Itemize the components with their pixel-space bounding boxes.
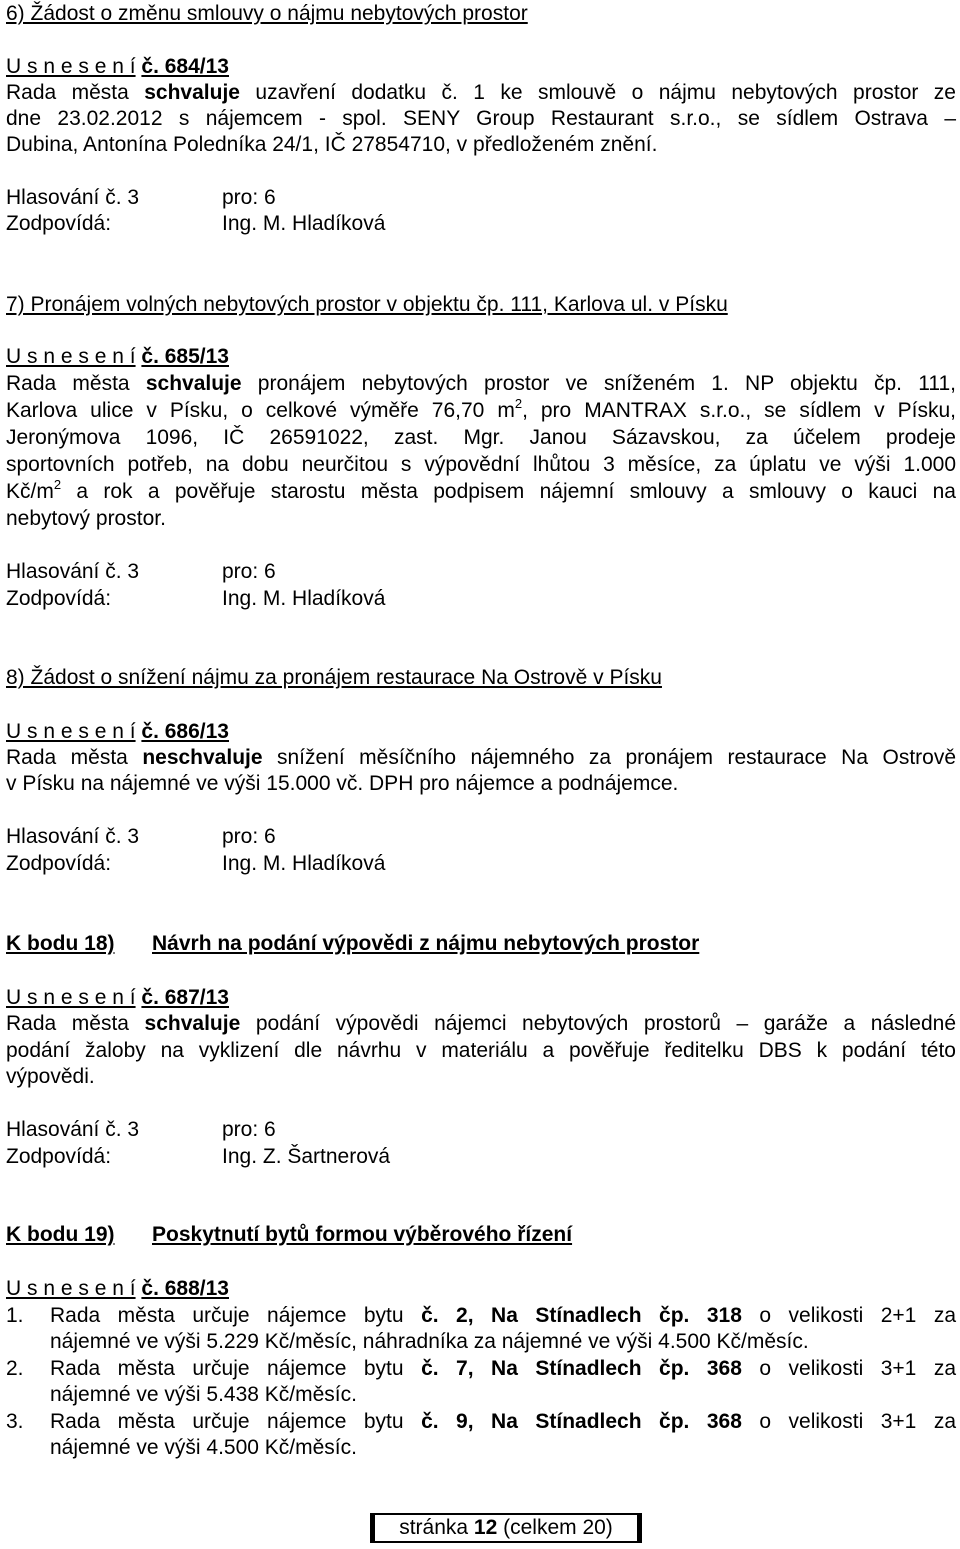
section-7-heading: 7) Pronájem volných nebytových prostor v objektu čp. 111, Karlova ul. v Písku <box>6 293 728 316</box>
vote-value: pro: 6 <box>222 186 276 209</box>
resolution-685-line-3: Jeronýmova 1096, IČ 26591022, zast. Mgr. Janou Sázavskou, za účelem prodeje <box>6 426 956 449</box>
responsible-label: Zodpovídá: <box>6 212 112 235</box>
resolution-687-line-1: Rada města schvaluje podání výpovědi nájemci nebytových prostorů – garáže a následné <box>6 1012 957 1035</box>
decision-verb: schvaluje <box>144 81 240 104</box>
resolution-686-line-2: v Písku na nájemné ve výši 15.000 vč. DPH pro nájemce a podnájemce. <box>6 772 679 795</box>
list-item-line-2: nájemné ve výši 5.229 Kč/měsíc, náhradníka za nájemné ve výši 4.500 Kč/měsíc. <box>50 1330 809 1353</box>
list-item-line-2: nájemné ve výši 5.438 Kč/měsíc. <box>50 1383 357 1406</box>
resolution-number: č. 687/13 <box>141 986 229 1009</box>
responsible-value: Ing. M. Hladíková <box>222 587 386 610</box>
vote-value: pro: 6 <box>222 1118 276 1141</box>
list-item-number: 2. <box>6 1357 24 1380</box>
responsible-label: Zodpovídá: <box>6 852 112 875</box>
resolution-684-label <box>6 54 229 80</box>
resolution-number: č. 685/13 <box>141 345 229 368</box>
resolution-685-line-5: $Kč/m^2$ a rok a pověřuje starostu města podpisem nájemní smlouvy a smlouvy o kauci na <box>6 477 956 503</box>
resolution-number: č. 684/13 <box>141 55 229 78</box>
agenda-item-19-label: K bodu 19) <box>6 1223 115 1246</box>
responsible-value: Ing. M. Hladíková <box>222 852 386 875</box>
vote-label: Hlasování č. 3 <box>6 1118 140 1141</box>
resolution-685-line-1: Rada města schvaluje pronájem nebytových prostor ve sníženém 1. NP objektu čp. 111, <box>6 372 956 395</box>
usneseni-label: U s n e s e n í <box>6 55 136 78</box>
resolution-685-line-6: nebytový prostor. <box>6 507 166 530</box>
responsible-value: Ing. M. Hladíková <box>222 212 386 235</box>
usneseni-label: U s n e s e n í <box>6 1277 136 1300</box>
responsible-label: Zodpovídá: <box>6 587 112 610</box>
vote-label: Hlasování č. 3 <box>6 186 140 209</box>
page-footer: stránka 12 (celkem 20) <box>370 1513 642 1543</box>
list-item-line-1: Rada města určuje nájemce bytu č. 2, Na Stínadlech čp. 318 o velikosti 2+1 za <box>50 1304 956 1327</box>
usneseni-label: U s n e s e n í <box>6 720 136 743</box>
resolution-number: č. 686/13 <box>141 720 229 743</box>
list-item-number: 3. <box>6 1410 24 1433</box>
decision-verb: schvaluje <box>144 1012 241 1035</box>
list-item-number: 1. <box>6 1304 24 1327</box>
vote-value: pro: 6 <box>222 825 276 848</box>
resolution-685-line-2: Karlova ulice v Písku, o celkové výměře 76,70 $m^2$, pro MANTRAX s.r.o., se sídlem v Písku, <box>6 396 956 422</box>
resolution-688-label <box>6 1276 229 1302</box>
list-item-line-1: Rada města určuje nájemce bytu č. 7, Na Stínadlech čp. 368 o velikosti 3+1 za <box>50 1357 956 1380</box>
agenda-item-18-title: Návrh na podání výpovědi z nájmu nebytových prostor <box>152 932 700 955</box>
resolution-number: č. 688/13 <box>141 1277 229 1300</box>
decision-verb: neschvaluje <box>142 746 263 769</box>
resolution-685-line-4: sportovních potřeb, na dobu neurčitou s výpovědní lhůtou 3 měsíce, za úplatu ve výši 1.000 <box>6 453 956 476</box>
resolution-684-line-3: Dubina, Antonína Poledníka 24/1, IČ 27854710, v předloženém znění. <box>6 133 658 156</box>
list-item-line-2: nájemné ve výši 4.500 Kč/měsíc. <box>50 1436 357 1459</box>
resolution-684-line-2: dne 23.02.2012 s nájemcem - spol. SENY Group Restaurant s.r.o., se sídlem Ostrava – <box>6 107 956 130</box>
usneseni-label: U s n e s e n í <box>6 345 136 368</box>
resolution-684-line-1: Rada města schvaluje uzavření dodatku č. 1 ke smlouvě o nájmu nebytových prostor ze <box>6 81 956 104</box>
vote-label: Hlasování č. 3 <box>6 560 140 583</box>
resolution-685-label <box>6 344 229 370</box>
list-item-line-1: Rada města určuje nájemce bytu č. 9, Na Stínadlech čp. 368 o velikosti 3+1 za <box>50 1410 956 1433</box>
resolution-686-line-1: Rada města neschvaluje snížení měsíčního nájemného za pronájem restaurace Na Ostrově <box>6 746 957 769</box>
responsible-value: Ing. Z. Šartnerová <box>222 1145 391 1168</box>
section-6-heading: 6) Žádost o změnu smlouvy o nájmu nebytových prostor <box>6 2 528 25</box>
agenda-item-19-title: Poskytnutí bytů formou výběrového řízení <box>152 1223 573 1246</box>
responsible-label: Zodpovídá: <box>6 1145 112 1168</box>
section-8-heading: 8) Žádost o snížení nájmu za pronájem restaurace Na Ostrově v Písku <box>6 666 662 689</box>
resolution-687-line-3: výpovědi. <box>6 1065 95 1088</box>
agenda-item-18-label: K bodu 18) <box>6 932 115 955</box>
resolution-687-line-2: podání žaloby na vyklizení dle návrhu v materiálu a pověřuje ředitelku DBS k podání této <box>6 1039 956 1062</box>
resolution-687-label <box>6 985 229 1011</box>
resolution-686-label <box>6 719 229 745</box>
vote-value: pro: 6 <box>222 560 276 583</box>
usneseni-label: U s n e s e n í <box>6 986 136 1009</box>
page-number: 12 <box>473 1516 498 1539</box>
vote-label: Hlasování č. 3 <box>6 825 140 848</box>
decision-verb: schvaluje <box>145 372 242 395</box>
